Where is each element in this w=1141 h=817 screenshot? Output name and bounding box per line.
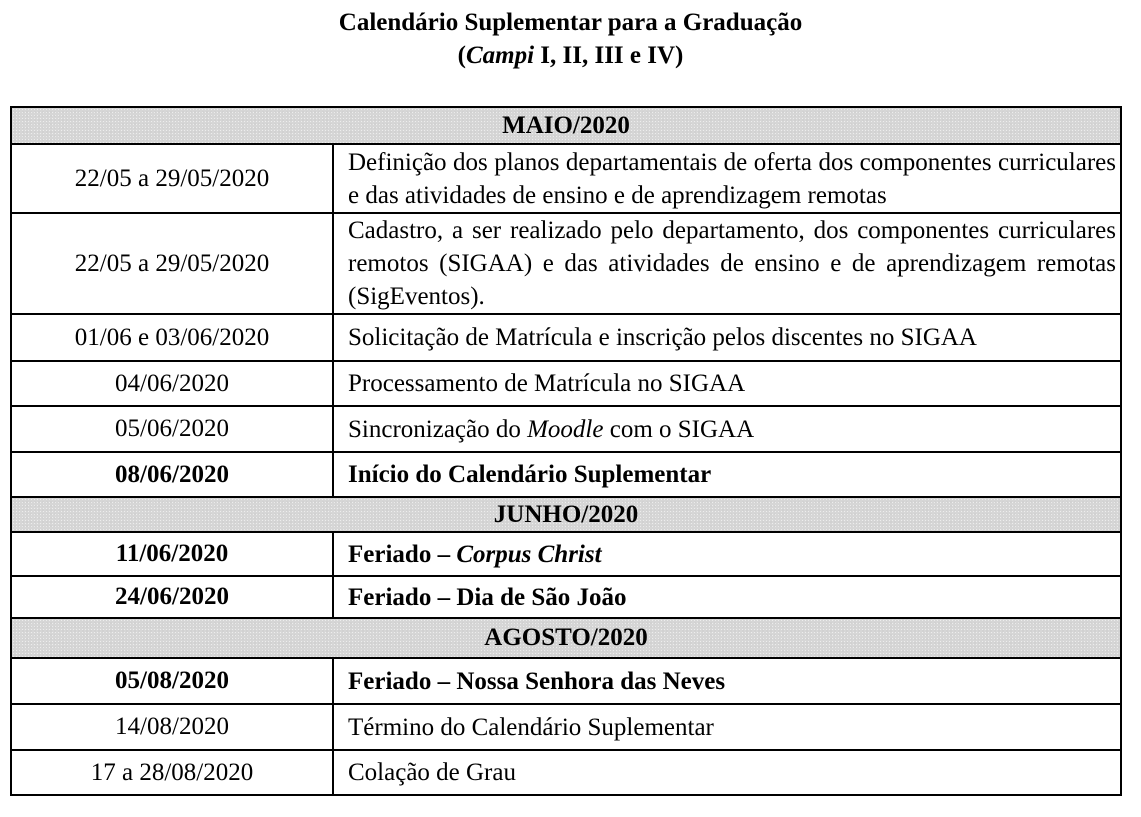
month-label: JUNHO/2020 — [11, 497, 1121, 532]
date-cell: 05/08/2020 — [11, 658, 333, 704]
title-line-1: Calendário Suplementar para a Graduação — [338, 9, 803, 36]
description-cell: Colação de Grau — [333, 750, 1121, 795]
month-header-agosto — [11, 618, 1121, 658]
table-row — [11, 576, 1121, 618]
table-row — [11, 704, 1121, 750]
title-line-2: (Campi I, II, III e IV) — [457, 42, 684, 69]
date-cell: 04/06/2020 — [11, 361, 333, 406]
date-cell: 01/06 e 03/06/2020 — [11, 314, 333, 361]
table-row — [11, 658, 1121, 704]
description-cell: Definição dos planos departamentais de oferta dos componentes curriculares e das atividades de ensino e de aprendizagem remotas — [333, 144, 1121, 213]
table-row — [11, 750, 1121, 795]
description-cell: Sincronização do Moodle com o SIGAA — [333, 406, 1121, 452]
table-row — [11, 452, 1121, 497]
date-cell: 24/06/2020 — [11, 576, 333, 618]
document-title — [0, 6, 1141, 72]
description-cell: Cadastro, a ser realizado pelo departamento, dos componentes curriculares remotos (SIGAA) e das atividades de ensino e de aprendizagem remotas (SigEventos). — [333, 213, 1121, 314]
description-cell: Feriado – Nossa Senhora das Neves — [333, 658, 1121, 704]
date-cell: 17 a 28/08/2020 — [11, 750, 333, 795]
month-header-maio — [11, 107, 1121, 144]
date-cell: 05/06/2020 — [11, 406, 333, 452]
date-cell: 22/05 a 29/05/2020 — [11, 213, 333, 314]
table-row — [11, 532, 1121, 576]
corpus-christ-italic: Corpus Christ — [456, 540, 602, 568]
table-row — [11, 406, 1121, 452]
month-header-junho — [11, 497, 1121, 532]
description-cell: Processamento de Matrícula no SIGAA — [333, 361, 1121, 406]
month-label: AGOSTO/2020 — [11, 618, 1121, 658]
description-cell: Início do Calendário Suplementar — [333, 452, 1121, 497]
description-cell: Solicitação de Matrícula e inscrição pelos discentes no SIGAA — [333, 314, 1121, 361]
moodle-italic: Moodle — [527, 415, 604, 443]
table-row — [11, 361, 1121, 406]
table-row — [11, 213, 1121, 314]
description-cell: Feriado – Dia de São João — [333, 576, 1121, 618]
date-cell: 22/05 a 29/05/2020 — [11, 144, 333, 213]
date-cell: 08/06/2020 — [11, 452, 333, 497]
date-cell: 14/08/2020 — [11, 704, 333, 750]
table-row — [11, 144, 1121, 213]
description-cell: Término do Calendário Suplementar — [333, 704, 1121, 750]
campi-italic: Campi — [465, 42, 535, 69]
month-label: MAIO/2020 — [11, 107, 1121, 144]
description-cell: Feriado – Corpus Christ — [333, 532, 1121, 576]
table-row — [11, 314, 1121, 361]
date-cell: 11/06/2020 — [11, 532, 333, 576]
calendar-table — [10, 106, 1122, 796]
